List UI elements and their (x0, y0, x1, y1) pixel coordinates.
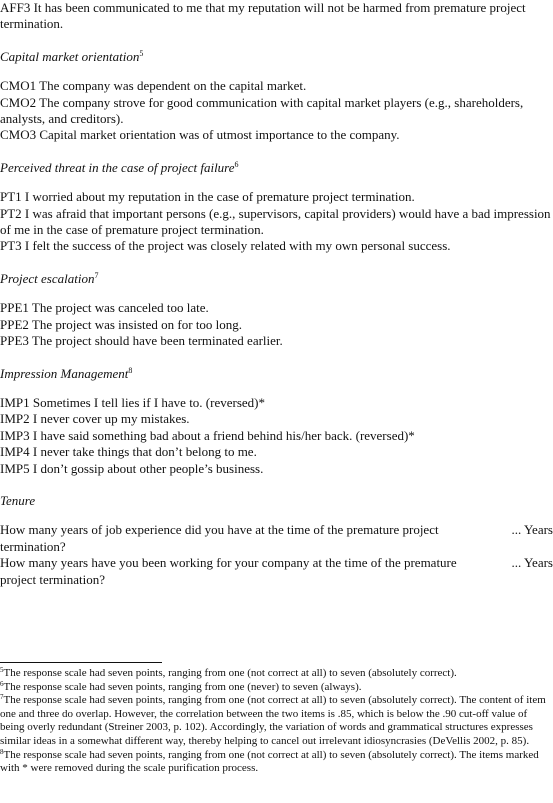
section-impression-management (0, 366, 553, 477)
footnote-divider (0, 662, 162, 663)
section-heading: Tenure (0, 492, 36, 508)
section-heading: Capital market orientation$^5$ (0, 48, 144, 64)
item-aff3: AFF3 It has been communicated to me that my reputation will not be harmed from premature project termination. (0, 0, 526, 32)
item-imp5: IMP5 I don’t gossip about other people’s business. (0, 460, 264, 476)
footnote-ref: 5 (139, 48, 144, 58)
section-heading: Project escalation$^7$ (0, 270, 99, 286)
section-perceived-threat (0, 160, 553, 255)
section-heading: Perceived threat in the case of project failure$^6$ (0, 159, 239, 175)
footnote-ref: 6 (234, 159, 239, 169)
section-project-escalation (0, 271, 553, 350)
item-pt1: PT1 I worried about my reputation in the case of premature project termination. (0, 189, 415, 205)
item-imp4: IMP4 I never take things that don’t belong to me. (0, 444, 257, 460)
item-cmo1: CMO1 The company was dependent on the capital market. (0, 78, 307, 94)
item-cmo2: CMO2 The company strove for good communication with capital market players (e.g., shareholders, analysts, and creditors). (0, 94, 524, 127)
tenure-answer: ... Years (511, 522, 553, 538)
tenure-answer: ... Years (511, 555, 553, 571)
tenure-row-company-years (0, 555, 553, 588)
item-pt3: PT3 I felt the success of the project was closely related with my own personal success. (0, 238, 451, 254)
footnote-8: $^8$The response scale had seven points, ranging from one (not correct at all) to seven (absolutely correct). The items marked with * were removed during the scale purification process. (0, 747, 539, 775)
item-pt2: PT2 I was afraid that important persons (e.g., supervisors, capital providers) would have a bad impression of me in the case of premature project termination. (0, 205, 551, 238)
item-cmo3: CMO3 Capital market orientation was of utmost importance to the company. (0, 127, 400, 143)
item-imp1: IMP1 Sometimes I tell lies if I have to. (reversed)* (0, 394, 265, 410)
footnote-6: $^6$The response scale had seven points, ranging from one (never) to seven (always). (0, 679, 362, 693)
footnote-ref: 7 (94, 270, 99, 280)
tenure-question: How many years of job experience did you have at the time of the premature project termination? (0, 522, 439, 554)
section-heading: Impression Management$^8$ (0, 365, 133, 381)
footnote-ref: 8 (128, 365, 133, 375)
footnote-5: $^5$The response scale had seven points, ranging from one (not correct at all) to seven (absolutely correct). (0, 666, 457, 679)
item-imp3: IMP3 I have said something bad about a friend behind his/her back. (reversed)* (0, 427, 415, 443)
section-capital-market-orientation (0, 49, 553, 144)
footnote-7: $^7$The response scale had seven points, ranging from one (not correct at all) to seven (absolutely correct). The content of item one and three do overlap. However, the correlation between the two items is .85, which is below the .90 cut-off value of being overly redundant (Streiner 2003, p. 102). Accordingly, the variation of words and grammatical structures expresses similar ideas in a somewhat different way, thereby helping to cancel out irrelevant idiosyncrasies (DeVellis 2002, p. 85). (0, 693, 546, 747)
item-ppe2: PPE2 The project was insisted on for too long. (0, 316, 243, 332)
footnotes (0, 667, 553, 776)
tenure-row-job-experience (0, 522, 553, 555)
item-imp2: IMP2 I never cover up my mistakes. (0, 411, 190, 427)
item-ppe1: PPE1 The project was canceled too late. (0, 300, 209, 316)
section-tenure (0, 493, 553, 588)
tenure-question: How many years have you been working for your company at the time of the premature project termination? (0, 555, 457, 587)
item-ppe3: PPE3 The project should have been terminated earlier. (0, 333, 283, 349)
